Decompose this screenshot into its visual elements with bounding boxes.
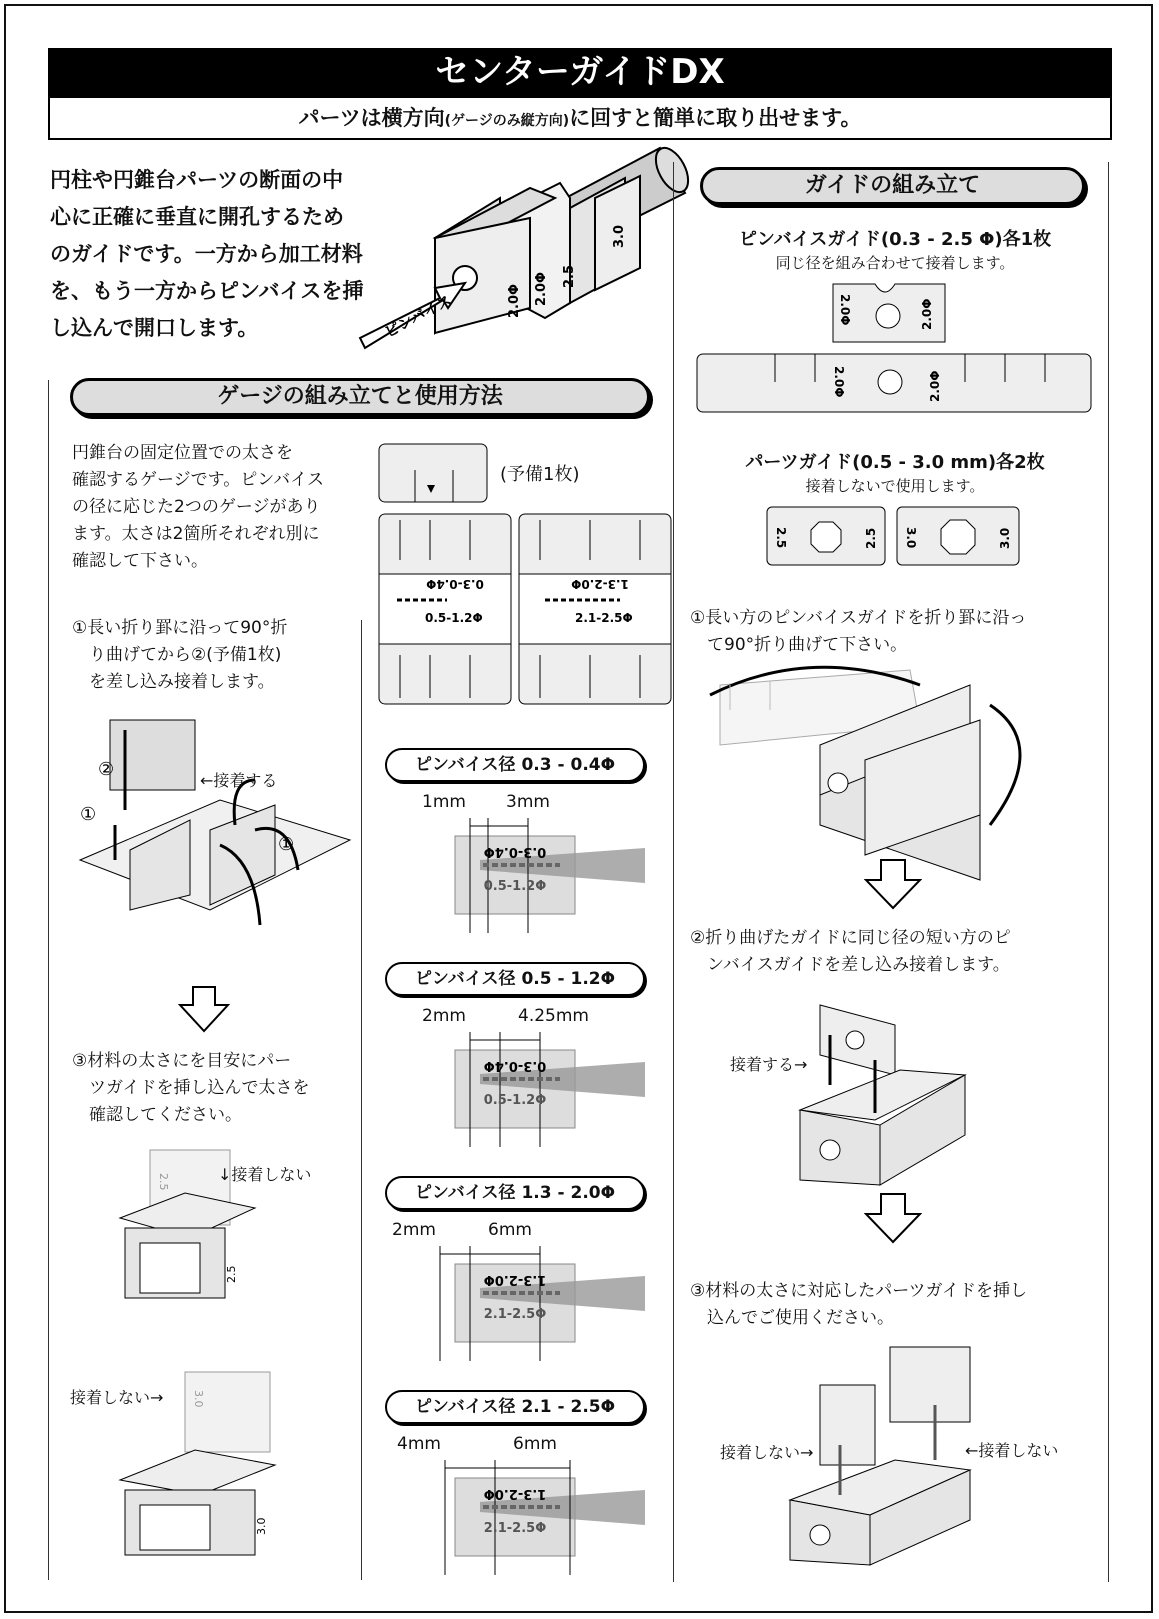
- divider-right-top: [673, 162, 674, 1582]
- divider-outer-right: [1108, 162, 1109, 1582]
- guide-glue-label: 接着する→: [730, 1055, 808, 1074]
- hero-arrow-label: ピンバイス: [381, 290, 456, 342]
- pin-diagram-bottom-label: 2.1-2.5Φ: [483, 1307, 547, 1322]
- pin-guide-label-1: 2.0Φ: [838, 294, 852, 326]
- gauge-b-top: 1.3-2.0Φ: [571, 577, 629, 591]
- guide-section-header: ガイドの組み立て: [700, 167, 1085, 205]
- guide-step1: ①長い方のピンバイスガイドを折り罫に沿っ て90°折り曲げて下さい。: [690, 608, 1027, 655]
- part-label-2: 2.5: [225, 1265, 238, 1283]
- pin-diagram-top-label: 0.3-0.4Φ: [483, 1058, 547, 1073]
- pin-section-title-3: ピンバイス径 1.3 - 2.0Φ: [385, 1176, 645, 1210]
- pin-diagram-bottom-label: 0.5-1.2Φ: [483, 879, 547, 894]
- guide-no-glue-left: 接着しない→: [720, 1443, 814, 1462]
- guide-fold-illustration: [690, 665, 1100, 885]
- pin-section-measure-b: 3mm: [506, 792, 550, 812]
- parts-guide-parts: [765, 505, 1025, 570]
- guide-step3: ③材料の太さに対応したパーツガイドを挿し 込んでご使用ください。: [690, 1281, 1028, 1328]
- pin-diagram-top-label: 1.3-2.0Φ: [483, 1486, 547, 1501]
- pin-diagram-bottom-label: 2.1-2.5Φ: [483, 1521, 547, 1536]
- intro-text: 円柱や円錐台パーツの断面の中 心に正確に垂直に開孔するため のガイドです。一方から加工材料 を、もう一方からピンバイスを挿 し込んで開口します。: [50, 168, 364, 340]
- no-glue-label-1: ↓接着しない: [218, 1165, 312, 1184]
- parts-guide-label-3: 3.0: [904, 527, 918, 549]
- parts-guide-label-2: 2.5: [864, 527, 878, 549]
- subtitle-bar: [48, 96, 1112, 140]
- pin-section-measure-a: 2mm: [392, 1220, 436, 1240]
- pin-guide-title: ピンバイスガイド(0.3 - 2.5 Φ)各1枚: [738, 229, 1052, 250]
- guide-step2: ②折り曲げたガイドに同じ径の短い方のピ ンバイスガイドを差し込み接着します。: [690, 928, 1011, 975]
- parts-guide-label-4: 3.0: [998, 527, 1012, 549]
- pin-section-measure-b: 4.25mm: [518, 1006, 589, 1026]
- gauge-b-bottom: 2.1-2.5Φ: [575, 611, 633, 625]
- subtitle-part1: パーツは横方向: [298, 106, 445, 130]
- subtitle-small: (ゲージのみ縦方向): [444, 113, 570, 129]
- page-title: センターガイドDX: [48, 48, 1112, 96]
- pin-guide-label-4: 2.0Φ: [928, 370, 942, 402]
- parts-check-illustration-2: [115, 1370, 285, 1560]
- pin-guide-parts: [695, 282, 1095, 417]
- pin-diagram-bottom-label: 0.5-1.2Φ: [483, 1093, 547, 1108]
- parts-guide-title: パーツガイド(0.5 - 3.0 mm)各2枚: [745, 452, 1045, 473]
- pin-section-measure-a: 2mm: [422, 1006, 466, 1026]
- guide-down-arrow-1: [864, 858, 922, 910]
- pin-section-title-1: ピンバイス径 0.3 - 0.4Φ: [385, 748, 645, 782]
- hero-label-4: 3.0: [612, 224, 627, 248]
- gauge-a-top: 0.3-0.4Φ: [426, 577, 484, 591]
- guide-glue-illustration: [790, 995, 980, 1195]
- hero-label-1: 2.0Φ: [507, 283, 522, 318]
- guide-no-glue-right: ←接着しない: [965, 1441, 1059, 1460]
- gauge-glue-label: ←接着する: [200, 771, 278, 790]
- parts-guide-label-1: 2.5: [774, 527, 788, 549]
- pin-section-diagram: [405, 1450, 645, 1590]
- pin-section-diagram: [405, 1022, 645, 1162]
- pin-section-title-4: ピンバイス径 2.1 - 2.5Φ: [385, 1390, 645, 1424]
- gauge-mark-3: ①: [278, 834, 295, 855]
- pin-section-diagram: [405, 808, 645, 948]
- pin-diagram-top-label: 1.3-2.0Φ: [483, 1272, 547, 1287]
- pin-section-title-2: ピンバイス径 0.5 - 1.2Φ: [385, 962, 645, 996]
- divider-left: [48, 380, 49, 1580]
- pin-guide-label-3: 2.0Φ: [832, 366, 846, 398]
- part-label-1: 2.5: [157, 1173, 170, 1191]
- pin-guide-note: 同じ径を組み合わせて接着します。: [775, 254, 1015, 272]
- parts-guide-note: 接着しないで使用します。: [805, 477, 985, 495]
- no-glue-label-2: 接着しない→: [70, 1388, 164, 1407]
- part-label-3: 3.0: [192, 1390, 205, 1408]
- subtitle-part2: に回すと簡単に取り出せます。: [569, 106, 862, 130]
- gauge-down-arrow: [178, 985, 230, 1033]
- gauge-assembly-illustration: [70, 710, 360, 950]
- hero-label-2: 2.0Φ: [534, 271, 549, 306]
- gauge-step1: ①長い折り罫に沿って90°折 り曲げてから②(予備1枚) を差し込み接着します。: [72, 618, 288, 692]
- gauge-mark-1: ①: [80, 804, 97, 825]
- hero-label-3: 2.5: [562, 264, 577, 288]
- pin-guide-label-2: 2.0Φ: [920, 298, 934, 330]
- part-label-4: 3.0: [255, 1517, 268, 1535]
- pin-section-measure-a: 1mm: [422, 792, 466, 812]
- spare-label: (予備1枚): [500, 464, 580, 485]
- pin-diagram-top-label: 0.3-0.4Φ: [483, 844, 547, 859]
- pin-section-diagram: [405, 1236, 645, 1376]
- gauge-mark-2: ②: [98, 759, 115, 780]
- pin-section-measure-b: 6mm: [488, 1220, 532, 1240]
- guide-parts-illustration: [785, 1345, 995, 1570]
- pin-section-measure-b: 6mm: [513, 1434, 557, 1454]
- gauge-step3: ③材料の太さにを目安にパー ツガイドを挿し込んで太さを 確認してください。: [72, 1051, 310, 1125]
- gauge-section-header: ゲージの組み立てと使用方法: [70, 378, 650, 416]
- gauge-a-bottom: 0.5-1.2Φ: [425, 611, 483, 625]
- guide-down-arrow-2: [864, 1192, 922, 1244]
- gauge-description: 円錐台の固定位置での太さを 確認するゲージです。ピンバイス の径に応じた2つのゲージがあり ます。太さは2箇所それぞれ別に 確認して下さい。: [72, 443, 324, 571]
- hero-illustration: [340, 138, 710, 358]
- pin-section-measure-a: 4mm: [397, 1434, 441, 1454]
